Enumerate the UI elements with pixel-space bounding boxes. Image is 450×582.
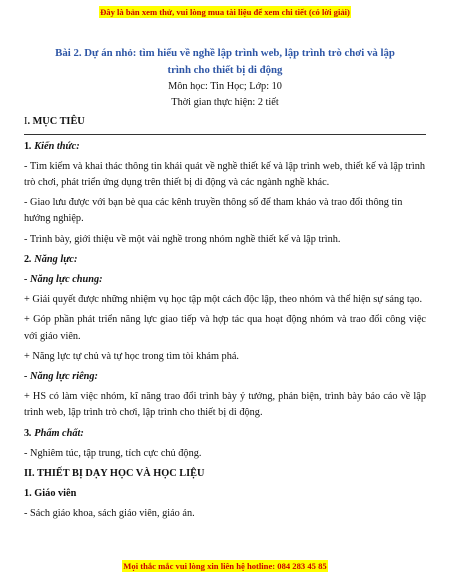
section-divider bbox=[24, 134, 426, 135]
hotline-text: Mọi thắc mắc vui lòng xin liên hệ hotline: 084 283 45 85 bbox=[123, 561, 327, 571]
quality-number: 3 bbox=[24, 427, 30, 439]
specific-competence-heading: - Năng lực riêng: bbox=[24, 371, 98, 383]
preview-notice-banner bbox=[0, 7, 450, 17]
section-1-number: I bbox=[24, 116, 28, 128]
competence-title: . Năng lực: bbox=[29, 253, 78, 265]
hotline-banner bbox=[0, 561, 450, 571]
knowledge-title: . Kiến thức: bbox=[29, 140, 80, 152]
section-1-title: . MỤC TIÊU bbox=[27, 116, 85, 128]
quality-title: . Phẩm chất: bbox=[29, 427, 84, 439]
preview-notice-text: Đây là bản xem thử, vui lòng mua tài liệu để xem chi tiết (có lời giải) bbox=[100, 7, 350, 17]
competence-number: 2 bbox=[24, 253, 30, 265]
lesson-title-line-1: Bài 2. Dự án nhỏ: tìm hiểu về nghề lập trình web, lập trình trò chơi và lập bbox=[55, 47, 395, 59]
knowledge-heading bbox=[24, 139, 426, 155]
teacher-item-1: - Sách giáo khoa, sách giáo viên, giáo án. bbox=[24, 508, 195, 520]
teacher-heading: 1. Giáo viên bbox=[24, 488, 77, 500]
quality-item-1: - Nghiêm túc, tập trung, tích cực chủ động. bbox=[24, 447, 202, 459]
knowledge-item-3: - Trình bày, giới thiệu về một vài nghề trong nhóm nghề thiết kế và lập trình. bbox=[24, 233, 341, 245]
knowledge-item-2: - Giao lưu được với bạn bè qua các kênh truyền thông số để tham khảo và trao đổi thông tin hướng nghiệp. bbox=[24, 197, 403, 225]
section-2-heading: II. THIẾT BỊ DẠY HỌC VÀ HỌC LIỆU bbox=[24, 468, 205, 480]
section-1-heading bbox=[24, 114, 426, 130]
duration-line: Thời gian thực hiện: 2 tiết bbox=[171, 97, 279, 109]
general-competence-item-3: + Năng lực tự chủ và tự học trong tìm tòi khám phá. bbox=[24, 350, 240, 362]
knowledge-number: 1 bbox=[24, 140, 30, 152]
competence-heading bbox=[24, 252, 426, 268]
general-competence-item-1: + Giải quyết được những nhiệm vụ học tập một cách độc lập, theo nhóm và thể hiện sự sáng tạo. bbox=[24, 294, 423, 306]
general-competence-item-2: + Góp phần phát triển năng lực giao tiếp và hợp tác qua hoạt động nhóm và trao đổi công việc với giáo viên. bbox=[24, 314, 426, 342]
document-page bbox=[24, 45, 426, 523]
lesson-title-line-2: trình cho thiết bị di động bbox=[167, 64, 283, 76]
specific-competence-item-1: + HS có làm việc nhóm, kĩ năng trao đổi trình bày ý tưởng, phản biện, trình bày báo cáo về lập trình web, lập trình trò chơi, lập trình cho thiết bị di động. bbox=[24, 391, 426, 419]
quality-heading bbox=[24, 426, 426, 442]
subject-line: Môn học: Tin Học; Lớp: 10 bbox=[168, 81, 282, 92]
general-competence-heading: - Năng lực chung: bbox=[24, 274, 103, 286]
knowledge-item-1: - Tìm kiếm và khai thác thông tin khái quát về nghề thiết kế và lập trình web, thiết kế và lập trình trò chơi, phát triển ứng dụng trên thiết bị di động và các ngành nghề khác. bbox=[24, 160, 425, 189]
